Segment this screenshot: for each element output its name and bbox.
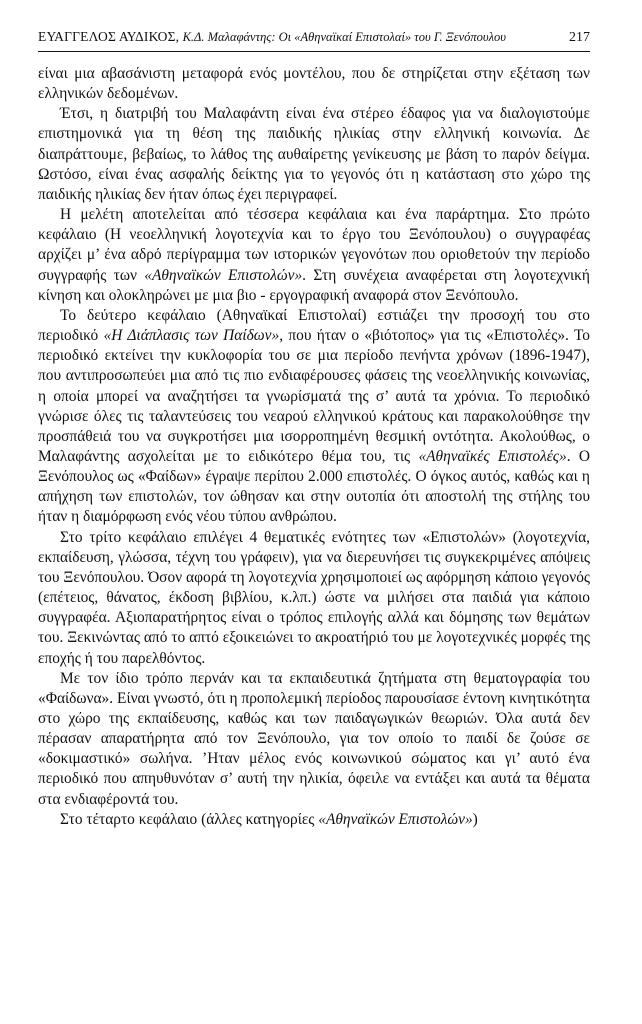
running-head-text (38, 28, 506, 46)
paragraph-text: Η μελέτη αποτελείται από τέσσερα κεφάλαια και ένα παράρτημα. Στο πρώτο κεφάλαιο (Η νεοελληνική λογοτεχνία και το έργο του Ξενόπουλου) ο συγγραφέας αρχίζει μ’ ένα αδρό περίγραμμα των ιστορικών γεγονότων που οριοθετούν την περίοδο συγγραφής των (38, 206, 590, 284)
italic-title-text: «Αθηναϊκών Επιστολών» (144, 266, 303, 284)
running-head-article: Κ.Δ. Μαλαφάντης: Οι «Αθηναϊκαί Επιστολαί» του Γ. Ξενόπουλου (182, 30, 507, 44)
running-head-author: ΕΥΑΓΓΕΛΟΣ ΑΥΔΙΚΟΣ, (38, 29, 180, 44)
page-number: 217 (569, 30, 590, 45)
paragraph (38, 205, 590, 306)
paragraph (38, 810, 590, 830)
paragraph-text: είναι μια αβασάνιστη μεταφορά ενός μοντέλου, που δε στηρίζεται στην εξέταση των ελληνικών δεδομένων. (38, 65, 590, 103)
paragraph-text: Στο τρίτο κεφάλαιο επιλέγει 4 θεματικές ενότητες των «Επιστολών» (λογοτεχνία, εκπαίδευση, γλώσσα, τέχνη του γράφειν), για να διερευνήσει τις συγκεκριμένες απόψεις του Ξενόπουλου. Όσον αφορά τη λογοτεχνία χρησιμοποιεί ως αφόρμηση κάποιο γεγονός (επέτειος, θάνατος, έκδοση βιβλίου, κ.λπ.) ώστε να μιλήσει στα παιδιά για κάποιο συγγραφέα. Αξιοπαρατήρητος είναι ο τρόπος επιλογής αλλά και δόμησης των θεμάτων του. Ξεκινώντας από το απτό εξοικειώνει το ακροατήριό του με λογοτεχνικές μορφές της εποχής ή του παρελθόντος. (38, 528, 590, 667)
paragraph (38, 306, 590, 528)
italic-title-text: «Αθηναϊκές Επιστολές» (418, 447, 567, 465)
paragraph-text: Στο τέταρτο κεφάλαιο (άλλες κατηγορίες (60, 810, 319, 828)
running-head (38, 28, 590, 52)
paragraph (38, 528, 590, 669)
paragraph (38, 104, 590, 205)
italic-title-text: «Αθηναϊκών Επιστολών» (318, 810, 473, 828)
paragraph-text: Με τον ίδιο τρόπο περνάν και τα εκπαιδευτικά ζητήματα στη θεματογραφία του «Φαίδωνα». Είναι γνωστό, ότι η προπολεμική περίοδος παρουσίασε έντονη κινητικότητα στο χώρο της εκπαίδευσης, καθώς και των παιδαγωγικών θεωριών. Όλα αυτά δεν πέρασαν απαρατήρητα από τον Ξενόπουλο, για τον οποίο το παιδί δε ζούσε σε «δοκιμαστικό» σωλήνα. ’Ηταν μέλος ενός κοινωνικού σώματος και γι’ αυτό ένα περιοδικό που απηυθυνόταν σ’ αυτή την ηλικία, όφειλε να εντάξει και αυτά τα θέματα στα ενδιαφέροντά του. (38, 669, 590, 808)
book-page (38, 28, 590, 830)
paragraph-text: Το δεύτερο κεφάλαιο (Αθηναϊκαί Επιστολαί) εστιάζει την προσοχή του στο περιοδικό (38, 306, 590, 345)
paragraph-text: . Ο Ξενόπουλος ως «Φαίδων» έγραψε περίπου 2.000 επιστολές. Ο όγκος αυτός, καθώς και η απήχηση των επιστολών, τον ώθησαν και στην ουτοπία ότι αποστολή της στήλης του ήταν η διαμόρφωση ενός νέου τύπου ανθρώπου. (38, 447, 590, 526)
italic-title-text: «Η Διάπλασις των Παίδων» (103, 327, 280, 345)
paragraph-text: . Στη συνέχεια αναφέρεται στη λογοτεχνική κίνηση και ολοκληρώνει με μια βιο - εργογραφική αναφορά στον Ξενόπουλο. (38, 266, 590, 304)
body-text (38, 64, 590, 830)
paragraph (38, 669, 590, 810)
paragraph-text: ) (472, 810, 478, 828)
paragraph-text: Έτσι, η διατριβή του Μαλαφάντη είναι ένα στέρεο έδαφος για να διαλογιστούμε επιστημονικά για τη θέση της παιδικής ηλικίας στην ελληνική κοινωνία. Δε διαπράττουμε, βεβαίως, το λάθος της αυθαίρετης γενίκευσης με βάση το παρόν δείγμα. Ωστόσο, είναι ένας ασφαλής δείκτης για το γεγονός ότι η κατάσταση στο χώρο της παιδικής ηλικίας δεν ήταν όπως έχει περιγραφεί. (38, 105, 590, 203)
paragraph (38, 64, 590, 104)
paragraph-text: , που ήταν ο «βιότοπος» για τις «Επιστολές». Το περιοδικό εκτείνει την κυκλοφορία του σε μια περίοδο πενήντα χρόνων (1896-1947), που αντιπροσωπεύει μια από τις πιο ενδιαφέρουσες φάσεις της νεοελληνικής κοινωνίας, η οποία μπορεί να αναζητήσει τα γνωρίσματά της σ’ αυτά τα χρόνια. Το περιοδικό γνώρισε όλες τις ταλαντεύσεις του νεαρού ελληνικού κράτους και παρακολούθησε την προσπάθειά του να συγκροτήσει μια ισορροπημένη θεσμική οντότητα. Ακολούθως, ο Μαλαφάντης ασχολείται με το ειδικότερο θέμα του, τις (38, 327, 590, 465)
